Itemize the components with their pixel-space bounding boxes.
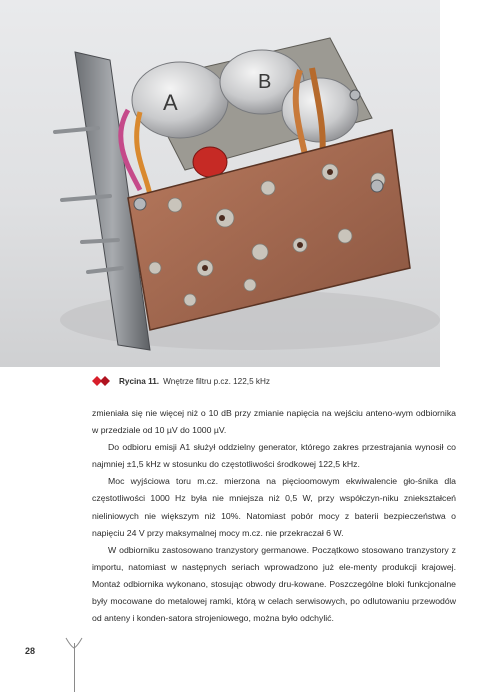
figure-photo	[0, 0, 440, 367]
paragraph: W odbiorniku zastosowano tranzystory germanowe. Początkowo stosowano tranzystory z importu, natomiast w następnych seriach wprowadzono już ele-menty produkcji krajowej. Montaż odbiornika wykonano, stosując obwody dru-kowane. Poszczególne bloki funkcjonalne były mocowane do metalowej ramki, którą w celach serwisowych, po odlutowaniu przewodów od anteny i konden-satora strojeniowego, można było odchylić.	[92, 544, 456, 624]
paragraph: zmieniała się nie więcej niż o 10 dB przy zmianie napięcia na wejściu anteno-wym odbiornika w przedziale od 10 µV do 1000 µV.	[92, 408, 456, 436]
figure-caption	[92, 374, 270, 388]
page-number: 28	[25, 646, 36, 656]
diamond-marker-icon	[92, 376, 114, 386]
filter-photo-illustration	[0, 0, 440, 367]
paragraph: Moc wyjściowa toru m.cz. mierzona na pięcioomowym ekwiwalencie gło-śnika dla częstotliwości 1000 Hz była nie mniejsza niż 0,5 W, przy współczyn-niku zniekształceń nieliniowych nie większym niż 10%. Natomiast pobór mocy z baterii bezpieczeństwa o napięciu 24 V przy maksymalnej mocy m.cz. nie przekraczał 6 W.	[92, 476, 456, 538]
margin-rule	[74, 643, 75, 692]
svg-text:B: B	[258, 71, 272, 93]
caption-label: Rycina 11.	[119, 376, 160, 386]
paragraph: Do odbioru emisji A1 służył oddzielny generator, którego zakres przestrajania wynosił co najmniej ±1,5 kHz w stosunku do częstotliwości środkowej 122,5 kHz.	[92, 442, 456, 470]
svg-text:A: A	[163, 90, 178, 115]
body-text	[92, 405, 456, 627]
caption-text: Wnętrze filtru p.cz. 122,5 kHz	[163, 376, 270, 386]
